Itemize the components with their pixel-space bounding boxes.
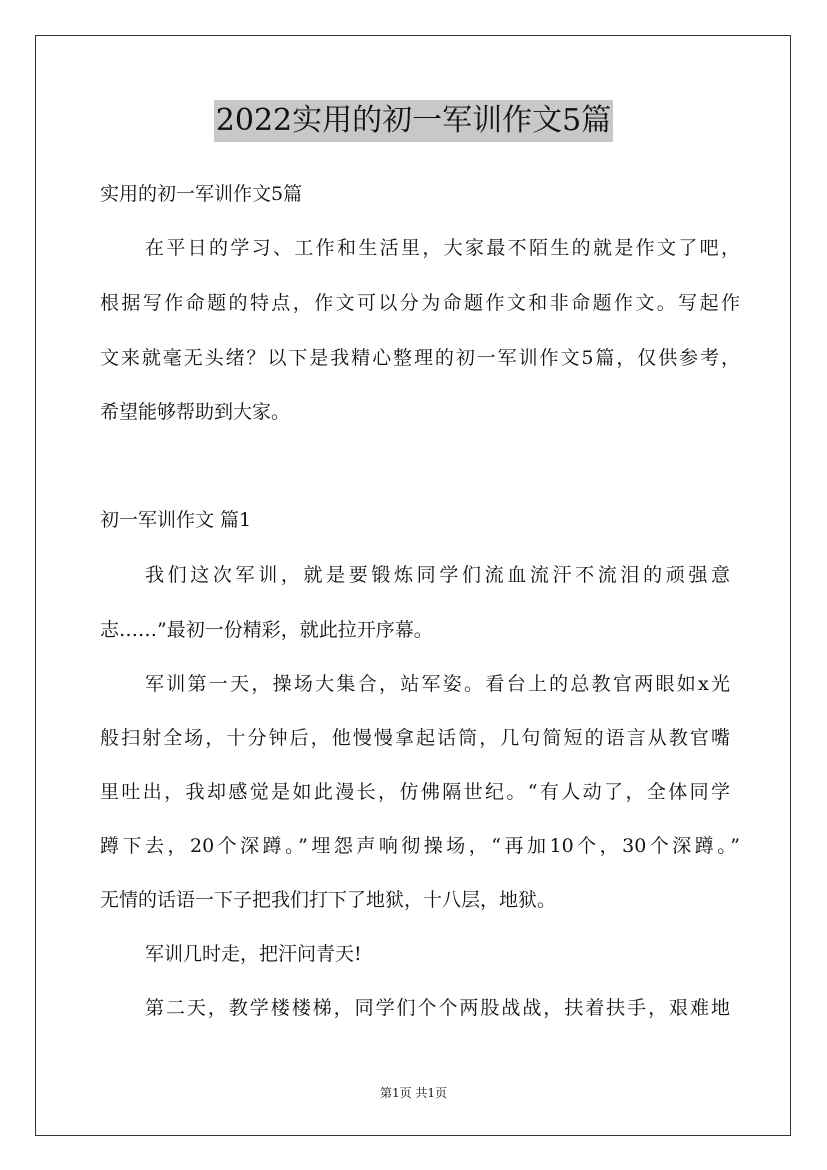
body-line: 志……”最初一份精彩，就此拉开序幕。	[100, 619, 433, 641]
body-line: 般扫射全场，十分钟后，他慢慢拿起话筒，几句简短的语言从教官嘴	[100, 727, 730, 749]
document-title: 2022实用的初一军训作文5篇	[214, 100, 613, 142]
body-line: 里吐出，我却感觉是如此漫长，仿佛隔世纪。“有人动了，全体同学	[100, 781, 730, 803]
page-footer: 第1页 共1页	[379, 1086, 448, 1100]
title-container	[0, 100, 827, 142]
body-line: 无情的话语一下子把我们打下了地狱，十八层，地狱。	[100, 889, 557, 911]
document-subtitle: 实用的初一军训作文5篇	[100, 183, 303, 205]
body-line: 蹲下去，20个深蹲。”埋怨声响彻操场，“再加10个，30个深蹲。”	[100, 835, 740, 857]
intro-line: 根据写作命题的特点，作文可以分为命题作文和非命题作文。写起作	[100, 292, 740, 314]
intro-line: 文来就毫无头绪？以下是我精心整理的初一军训作文5篇，仅供参考，	[100, 347, 740, 369]
section-heading: 初一军训作文 篇1	[100, 509, 252, 531]
body-line: 我们这次军训，就是要锻炼同学们流血流汗不流泪的顽强意	[145, 564, 730, 586]
body-line: 军训第一天，操场大集合，站军姿。看台上的总教官两眼如x光	[145, 673, 730, 695]
intro-line: 希望能够帮助到大家。	[100, 401, 291, 423]
intro-line: 在平日的学习、工作和生活里，大家最不陌生的就是作文了吧，	[145, 237, 740, 259]
body-line: 军训几时走，把汗问青天!	[145, 943, 362, 965]
body-line: 第二天，教学楼楼梯，同学们个个两股战战，扶着扶手，艰难地	[145, 997, 730, 1019]
